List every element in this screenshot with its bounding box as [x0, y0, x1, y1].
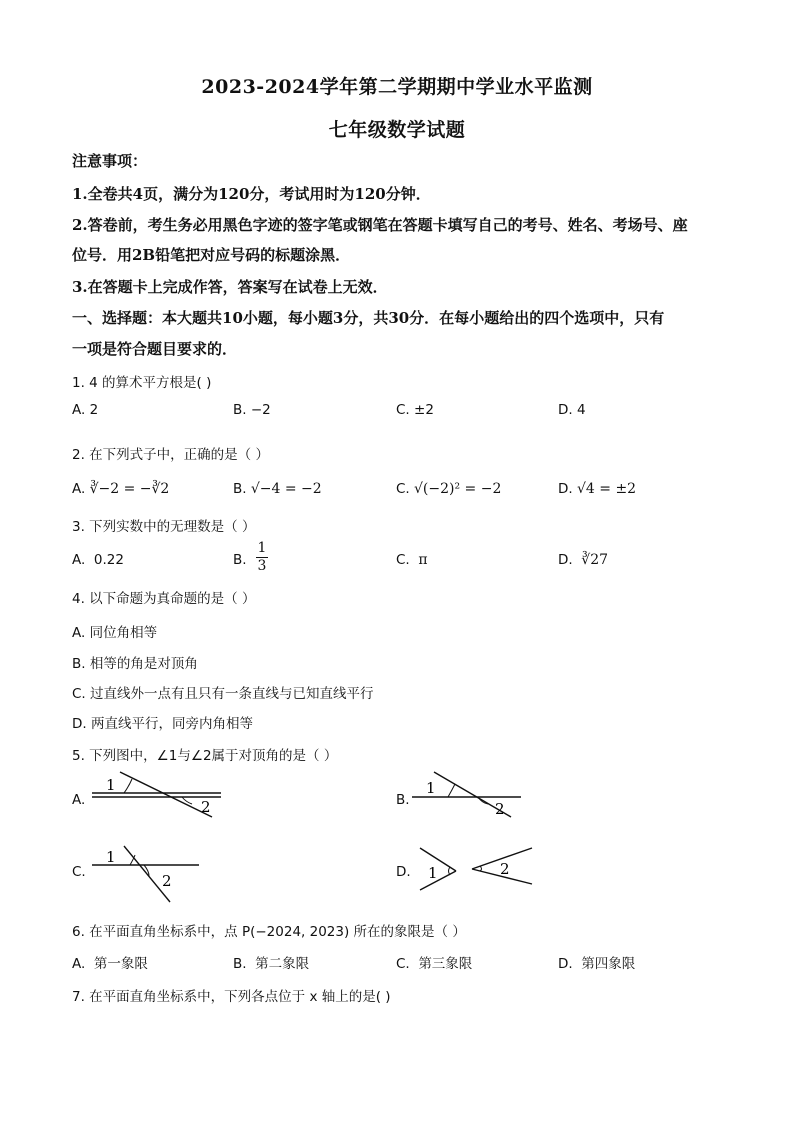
section-heading: 一、选择题：本大题共10小题，每小题3分，共30分．在每小题给出的四个选项中，只有: [72, 309, 665, 327]
option-value: √4 = ±2: [576, 481, 637, 497]
option-value: 第一象限: [93, 956, 148, 972]
question-5-stem: 5. 下列图中，∠1与∠2属于对顶角的是（ ）: [72, 748, 338, 764]
option-letter: B.: [233, 402, 247, 418]
option-letter: D.: [558, 956, 573, 972]
q5-option-a-letter: A.: [72, 792, 86, 808]
q5-option-b-letter: B.: [396, 792, 410, 808]
option-letter: D.: [72, 716, 87, 732]
angle-2-label: 2: [201, 798, 211, 816]
option-letter: A.: [72, 481, 86, 497]
q6-option-b: [233, 952, 309, 972]
option-value: 2: [89, 402, 99, 418]
angle-1-label: 1: [106, 848, 116, 866]
q5-option-d-letter: D.: [396, 864, 411, 880]
q1-option-c: [396, 402, 434, 418]
q3-fraction: [256, 540, 268, 575]
option-letter: A.: [72, 552, 86, 568]
option-letter: C.: [396, 956, 410, 972]
q6-option-a: [72, 952, 148, 972]
q1-option-b: [233, 402, 271, 418]
q3-option-c: [396, 552, 428, 568]
option-letter: B.: [72, 656, 86, 672]
q5-figure-b: [408, 768, 528, 820]
q3-option-a: [72, 552, 124, 568]
q6-option-d: [558, 952, 635, 972]
q6-option-c: [396, 952, 472, 972]
q2-option-d: [558, 481, 636, 497]
question-6-stem: 6. 在平面直角坐标系中，点 P(−2024, 2023) 所在的象限是（ ）: [72, 924, 466, 940]
fraction-numerator: 1: [257, 540, 267, 556]
option-letter: A.: [72, 402, 86, 418]
option-value: 两直线平行，同旁内角相等: [90, 716, 253, 732]
q4-option-b: [72, 652, 198, 672]
note-2: 2.答卷前，考生务必用黑色字迹的签字笔或钢笔在答题卡填写自己的考号、姓名、考场号、座: [72, 216, 688, 234]
notes-heading: 注意事项：: [72, 152, 148, 170]
section-heading-cont: 一项是符合题目要求的．: [72, 340, 238, 358]
q3-option-d: [558, 552, 608, 568]
option-value: 过直线外一点有且只有一条直线与已知直线平行: [90, 686, 374, 702]
question-4-stem: 4. 以下命题为真命题的是（ ）: [72, 591, 256, 607]
option-value: √−4 = −2: [250, 481, 322, 497]
q4-option-c: [72, 682, 374, 702]
option-value: 第三象限: [418, 956, 473, 972]
option-value: 相等的角是对顶角: [89, 656, 198, 672]
q2-option-c: [396, 481, 501, 497]
option-value: −2: [250, 402, 271, 418]
exam-subtitle: 七年级数学试题: [328, 119, 466, 141]
option-value: 同位角相等: [89, 625, 158, 641]
option-letter: B.: [233, 481, 247, 497]
question-1-stem: 1. 4 的算术平方根是( ): [72, 375, 212, 391]
option-value: π: [418, 552, 428, 568]
q5-figure-d: [416, 844, 538, 894]
option-value: √(−2)² = −2: [414, 481, 502, 497]
option-letter: A.: [72, 625, 86, 641]
angle-2-label: 2: [495, 800, 505, 818]
note-1: 1.全卷共4页，满分为120分，考试用时为120分钟．: [72, 185, 431, 203]
option-letter: C.: [396, 402, 410, 418]
note-2-cont: 位号．用2B铅笔把对应号码的标题涂黑．: [72, 246, 351, 264]
fraction-denominator: 3: [257, 558, 267, 574]
question-2-stem: 2. 在下列式子中，正确的是（ ）: [72, 447, 269, 463]
q5-option-c-letter: C.: [72, 864, 86, 880]
option-value: 第二象限: [255, 956, 310, 972]
option-letter: D.: [558, 552, 573, 568]
q1-option-d: [558, 402, 586, 418]
option-value: ±2: [414, 402, 434, 418]
question-7-stem: 7. 在平面直角坐标系中，下列各点位于 x 轴上的是( ): [72, 989, 391, 1005]
angle-1-label: 1: [106, 776, 116, 794]
q5-figure-a: [86, 768, 236, 820]
exam-title: 2023-2024学年第二学期期中学业水平监测: [201, 76, 593, 98]
option-letter: D.: [558, 402, 573, 418]
note-3: 3.在答题卡上完成作答，答案写在试卷上无效．: [72, 278, 388, 296]
q4-option-a: [72, 621, 157, 641]
option-value: ∛27: [581, 552, 609, 568]
q1-option-a: [72, 402, 98, 418]
option-letter: C.: [396, 552, 410, 568]
option-letter: B.: [233, 552, 247, 568]
option-value: 第四象限: [581, 956, 636, 972]
option-letter: D.: [558, 481, 573, 497]
q3-option-b: [233, 552, 247, 568]
option-value: 0.22: [93, 552, 124, 568]
option-letter: A.: [72, 956, 86, 972]
q2-option-a: [72, 481, 169, 497]
q5-figure-c: [86, 840, 206, 906]
angle-1-label: 1: [426, 779, 436, 797]
angle-1-label: 1: [428, 864, 438, 882]
option-value: 4: [576, 402, 586, 418]
angle-2-label: 2: [500, 860, 510, 878]
q2-option-b: [233, 481, 322, 497]
q4-option-d: [72, 712, 253, 732]
question-3-stem: 3. 下列实数中的无理数是（ ）: [72, 519, 256, 535]
option-letter: C.: [72, 686, 86, 702]
option-value: ∛−2 = −∛2: [89, 481, 170, 497]
option-letter: C.: [396, 481, 410, 497]
angle-2-label: 2: [162, 872, 172, 890]
option-letter: B.: [233, 956, 247, 972]
